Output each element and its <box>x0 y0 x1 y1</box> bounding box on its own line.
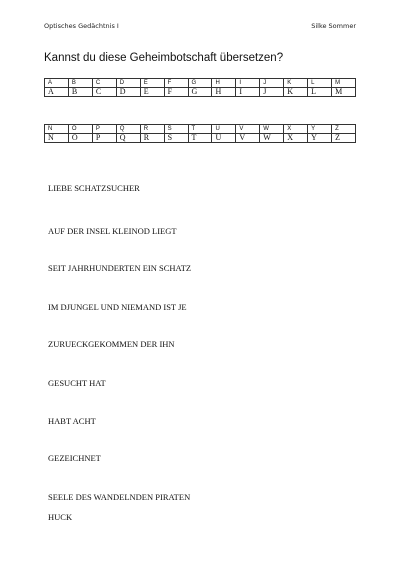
cipher-cell: U <box>212 125 236 134</box>
cipher-cell: X <box>284 134 308 143</box>
cipher-cell: F <box>164 88 188 97</box>
cipher-cell: W <box>260 125 284 134</box>
cipher-cell: M <box>332 88 356 97</box>
cipher-cell: O <box>68 125 92 134</box>
cipher-cell: F <box>164 79 188 88</box>
cipher-cell: C <box>92 79 116 88</box>
header-left-text: Optisches Gedächtnis I <box>44 22 119 30</box>
cipher-cell: O <box>68 134 92 143</box>
cipher-table-n-z <box>44 124 356 143</box>
message-line: HABT ACHT <box>48 416 96 426</box>
message-line: IM DJUNGEL UND NIEMAND IST JE <box>48 302 187 312</box>
cipher-cell: R <box>140 134 164 143</box>
cipher-cell: A <box>45 88 69 97</box>
cipher-cell: H <box>212 88 236 97</box>
message-line: LIEBE SCHATZSUCHER <box>48 183 140 193</box>
cipher-cell: P <box>92 125 116 134</box>
cipher-cell: Z <box>332 125 356 134</box>
cipher-cell: D <box>116 79 140 88</box>
cipher-cell: P <box>92 134 116 143</box>
message-line: SEIT JAHRHUNDERTEN EIN SCHATZ <box>48 263 192 273</box>
cipher-cell: B <box>68 79 92 88</box>
cipher-cell: Y <box>308 134 332 143</box>
cipher-cell: K <box>284 79 308 88</box>
cipher-cell: Q <box>116 134 140 143</box>
cipher-cell: C <box>92 88 116 97</box>
message-line: GESUCHT HAT <box>48 378 106 388</box>
cipher-cell: H <box>212 79 236 88</box>
message-line: AUF DER INSEL KLEINOD LIEGT <box>48 226 177 236</box>
cipher-row-plain <box>45 125 356 134</box>
cipher-cell: L <box>308 79 332 88</box>
cipher-cell: I <box>236 88 260 97</box>
cipher-cell: B <box>68 88 92 97</box>
cipher-cell: W <box>260 134 284 143</box>
cipher-cell: V <box>236 125 260 134</box>
cipher-cell: X <box>284 125 308 134</box>
header-right-text: Silke Sommer <box>311 22 356 30</box>
message-line: SEELE DES WANDELNDEN PIRATEN <box>48 492 191 502</box>
cipher-cell: R <box>140 125 164 134</box>
cipher-cell: K <box>284 88 308 97</box>
cipher-cell: A <box>45 79 69 88</box>
cipher-cell: J <box>260 79 284 88</box>
cipher-cell: Z <box>332 134 356 143</box>
cipher-cell: G <box>188 88 212 97</box>
cipher-cell: N <box>45 134 69 143</box>
cipher-cell: Y <box>308 125 332 134</box>
cipher-cell: T <box>188 134 212 143</box>
cipher-cell: Q <box>116 125 140 134</box>
cipher-cell: I <box>236 79 260 88</box>
cipher-row-plain <box>45 79 356 88</box>
message-line: GEZEICHNET <box>48 453 101 463</box>
cipher-cell: T <box>188 125 212 134</box>
cipher-row-code <box>45 88 356 97</box>
cipher-cell: J <box>260 88 284 97</box>
cipher-cell: S <box>164 125 188 134</box>
cipher-cell: L <box>308 88 332 97</box>
cipher-cell: D <box>116 88 140 97</box>
cipher-table-a-m <box>44 78 356 97</box>
cipher-cell: V <box>236 134 260 143</box>
message-line: HUCK <box>48 512 73 522</box>
cipher-cell: U <box>212 134 236 143</box>
cipher-cell: M <box>332 79 356 88</box>
cipher-cell: G <box>188 79 212 88</box>
page-title: Kannst du diese Geheimbotschaft übersetzen? <box>44 52 284 64</box>
cipher-cell: E <box>140 88 164 97</box>
cipher-row-code <box>45 134 356 143</box>
message-line: ZURUECKGEKOMMEN DER IHN <box>48 339 175 349</box>
cipher-cell: S <box>164 134 188 143</box>
page-header <box>44 22 356 30</box>
cipher-cell: N <box>45 125 69 134</box>
cipher-cell: E <box>140 79 164 88</box>
